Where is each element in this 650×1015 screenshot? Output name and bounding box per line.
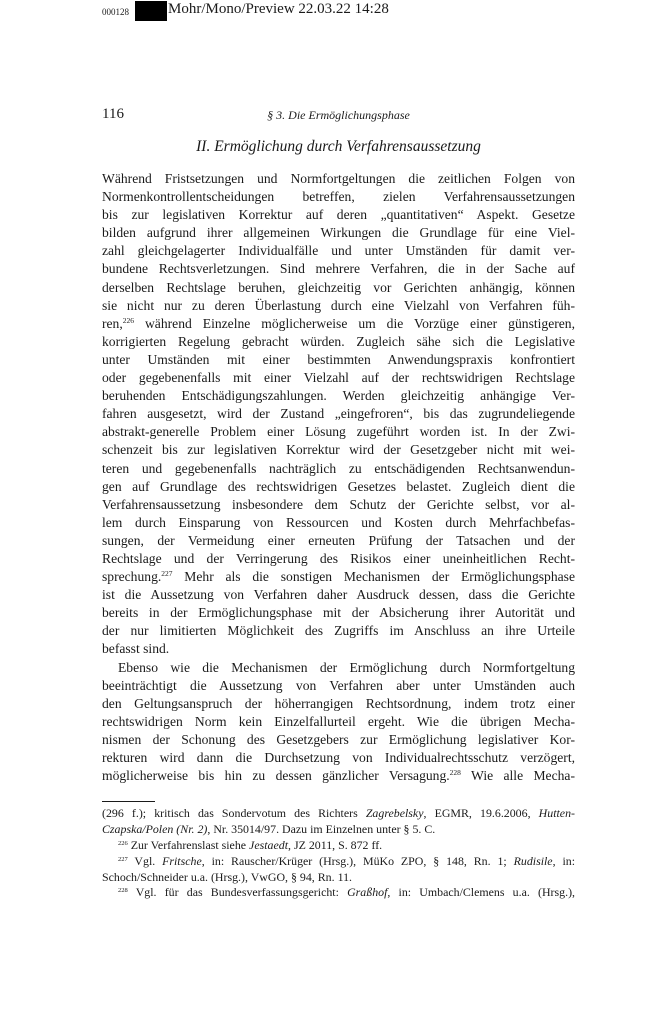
text-line: korrigierten Regelung gebracht würden. Zugleich sähe sich die Legislative: [102, 333, 575, 349]
footnote-rule: [102, 801, 155, 802]
text-line: sie nicht nur zu deren Überlastung durch eine Vielzahl von Verfahren füh-: [102, 297, 575, 313]
footnote-ref-227: 227: [161, 569, 173, 579]
redaction-bar: [135, 1, 167, 21]
text-line: abstrakt-generelle Problem einer Lösung zugeführt worden ist. In der Zwi-: [102, 424, 575, 440]
text-line: schenzeit bis zur legislativen Korrektur wird der Gesetzgeber nicht mit wei-: [102, 442, 575, 458]
text-line: rekturen wird dann die Durchsetzung von Individualrechtsschutz verzögert,: [102, 750, 575, 765]
text-line: lem durch Einsparung von Ressourcen und Kosten durch Mehrfachbefas-: [102, 514, 575, 530]
footnotes: [102, 806, 575, 901]
text-line: befasst sind.: [102, 641, 170, 657]
text-line: gen auf Grundlage des rechtswidrigen Gesetzes belastet. Zugleich dient die: [102, 478, 575, 494]
text-line: unter Umständen mit einer bestimmten Anwendungspraxis konfrontiert: [102, 351, 575, 367]
page-number: 116: [102, 106, 124, 122]
text-line: zahl gleichgelagerter Individualfälle und unter Umständen für damit ver-: [102, 243, 575, 259]
text-line: Rechtslage und der Verringerung des Risikos einer uneinheitlichen Recht-: [102, 550, 575, 566]
footnote-ref-226: 226: [122, 315, 135, 325]
text-line: möglicherweise bis hin zu dessen gänzlicher Versagung.$^{228}$ Wie alle Mecha-: [102, 768, 575, 784]
footnote-226: $^{226}$ Zur Verfahrenslast siehe Jestaedt, JZ 2011, S. 872 ff.: [118, 837, 383, 852]
text-line: ren,$^{226}$ während Einzelne möglicherweise um die Vorzüge einer günstigeren,: [102, 315, 575, 331]
text-line: nismen der Schonung des Gesetzgebers zur Ermöglichung legislativer Kor-: [102, 731, 575, 747]
running-head: [102, 106, 575, 124]
text-line: beruhenden Entschädigungszahlungen. Werden gleichzeitig anhängige Ver-: [102, 388, 575, 404]
text-line: Verfahrensaussetzung insbesondere dem Schutz der Gerichte selbst, vor al-: [102, 496, 575, 512]
print-slug-info: Mohr/Mono/Preview 22.03.22 14:28: [168, 1, 389, 17]
footnote-line: (296 f.); kritisch das Sondervotum des Richters Zagrebelsky, EGMR, 19.6.2006, Hutten-: [102, 806, 575, 820]
footnote-228: $^{228}$ Vgl. für das Bundesverfassungsgericht: Graßhof, in: Umbach/Clemens u.a. (Hrsg.),: [118, 885, 575, 900]
text-line: rechtswidrigen Norm kein Einzelfallurteil ergeht. Wie die übrigen Mecha-: [102, 713, 575, 729]
text-line: bereits in der Ermöglichungsphase mit der Absicherung ihrer Autorität und: [102, 605, 575, 621]
text-line: ist die Aussetzung von Verfahren daher Ausdruck dessen, dass die Gerichte: [102, 587, 575, 603]
text-line: sprechung.$^{227}$ Mehr als die sonstigen Mechanismen der Ermöglichungsphase: [102, 569, 575, 585]
body-text: [102, 170, 575, 785]
footnote-line: Czapska/Polen (Nr. 2), Nr. 35014/97. Dazu im Einzelnen unter § 5. C.: [102, 821, 436, 836]
text-line: teren und gegebenenfalls nachträglich zu entschädigenden Rechtsanwendun-: [102, 460, 575, 476]
text-line: Normenkontrollentscheidungen betreffen, zielen Verfahrensaussetzungen: [102, 189, 575, 205]
text-line: Während Fristsetzungen und Normfortgeltungen die zeitlichen Folgen von: [102, 171, 575, 186]
text-line: der nur limitierten Möglichkeit des Zugriffs im Anschluss an ihre Urteile: [102, 623, 575, 639]
text-line: bis zur legislativen Korrektur auf deren „quantitativen“ Aspekt. Gesetze: [102, 207, 575, 223]
text-line: fahren ausgesetzt, wird der Zustand „eingefroren“, bis das zugrundeliegende: [102, 406, 575, 422]
text-line: bilden aufgrund ihrer allgemeinen Wirkungen die Grundlage für eine Viel-: [102, 225, 575, 241]
text-line: sungen, der Vermeidung einer erneuten Prüfung der Tatsachen und der: [102, 532, 575, 548]
running-head-chapter: § 3. Die Ermöglichungsphase: [267, 108, 410, 122]
text-line: derselben Rechtslage beruhen, gleichzeitig vor Gerichten anhängig, können: [102, 279, 575, 295]
text-line: Ebenso wie die Mechanismen der Ermöglichung durch Normfortgeltung: [118, 659, 575, 675]
footnote-line: Schoch/Schneider u.a. (Hrsg.), VwGO, § 94, Rn. 11.: [102, 869, 352, 884]
print-job-code: 000128: [102, 7, 129, 17]
text-line: oder gegebenenfalls mit einer Vielzahl auf der rechtswidrigen Rechtslage: [102, 370, 575, 386]
section-heading: II. Ermöglichung durch Verfahrensaussetzung: [196, 138, 481, 155]
text-line: bundene Rechtsverletzungen. Sind mehrere Verfahren, die in der Sache auf: [102, 261, 575, 277]
text-line: den Geltungsanspruch der höherrangigen Rechtsordnung, indem trotz einer: [102, 695, 575, 711]
footnote-227: $^{227}$ Vgl. Fritsche, in: Rauscher/Krüger (Hrsg.), MüKo ZPO, § 148, Rn. 1; Rudisile, in:: [118, 853, 575, 868]
footnote-ref-228: 228: [449, 768, 461, 778]
text-line: beeinträchtigt die Aussetzung von Verfahren aber unter Umständen auch: [102, 677, 575, 693]
